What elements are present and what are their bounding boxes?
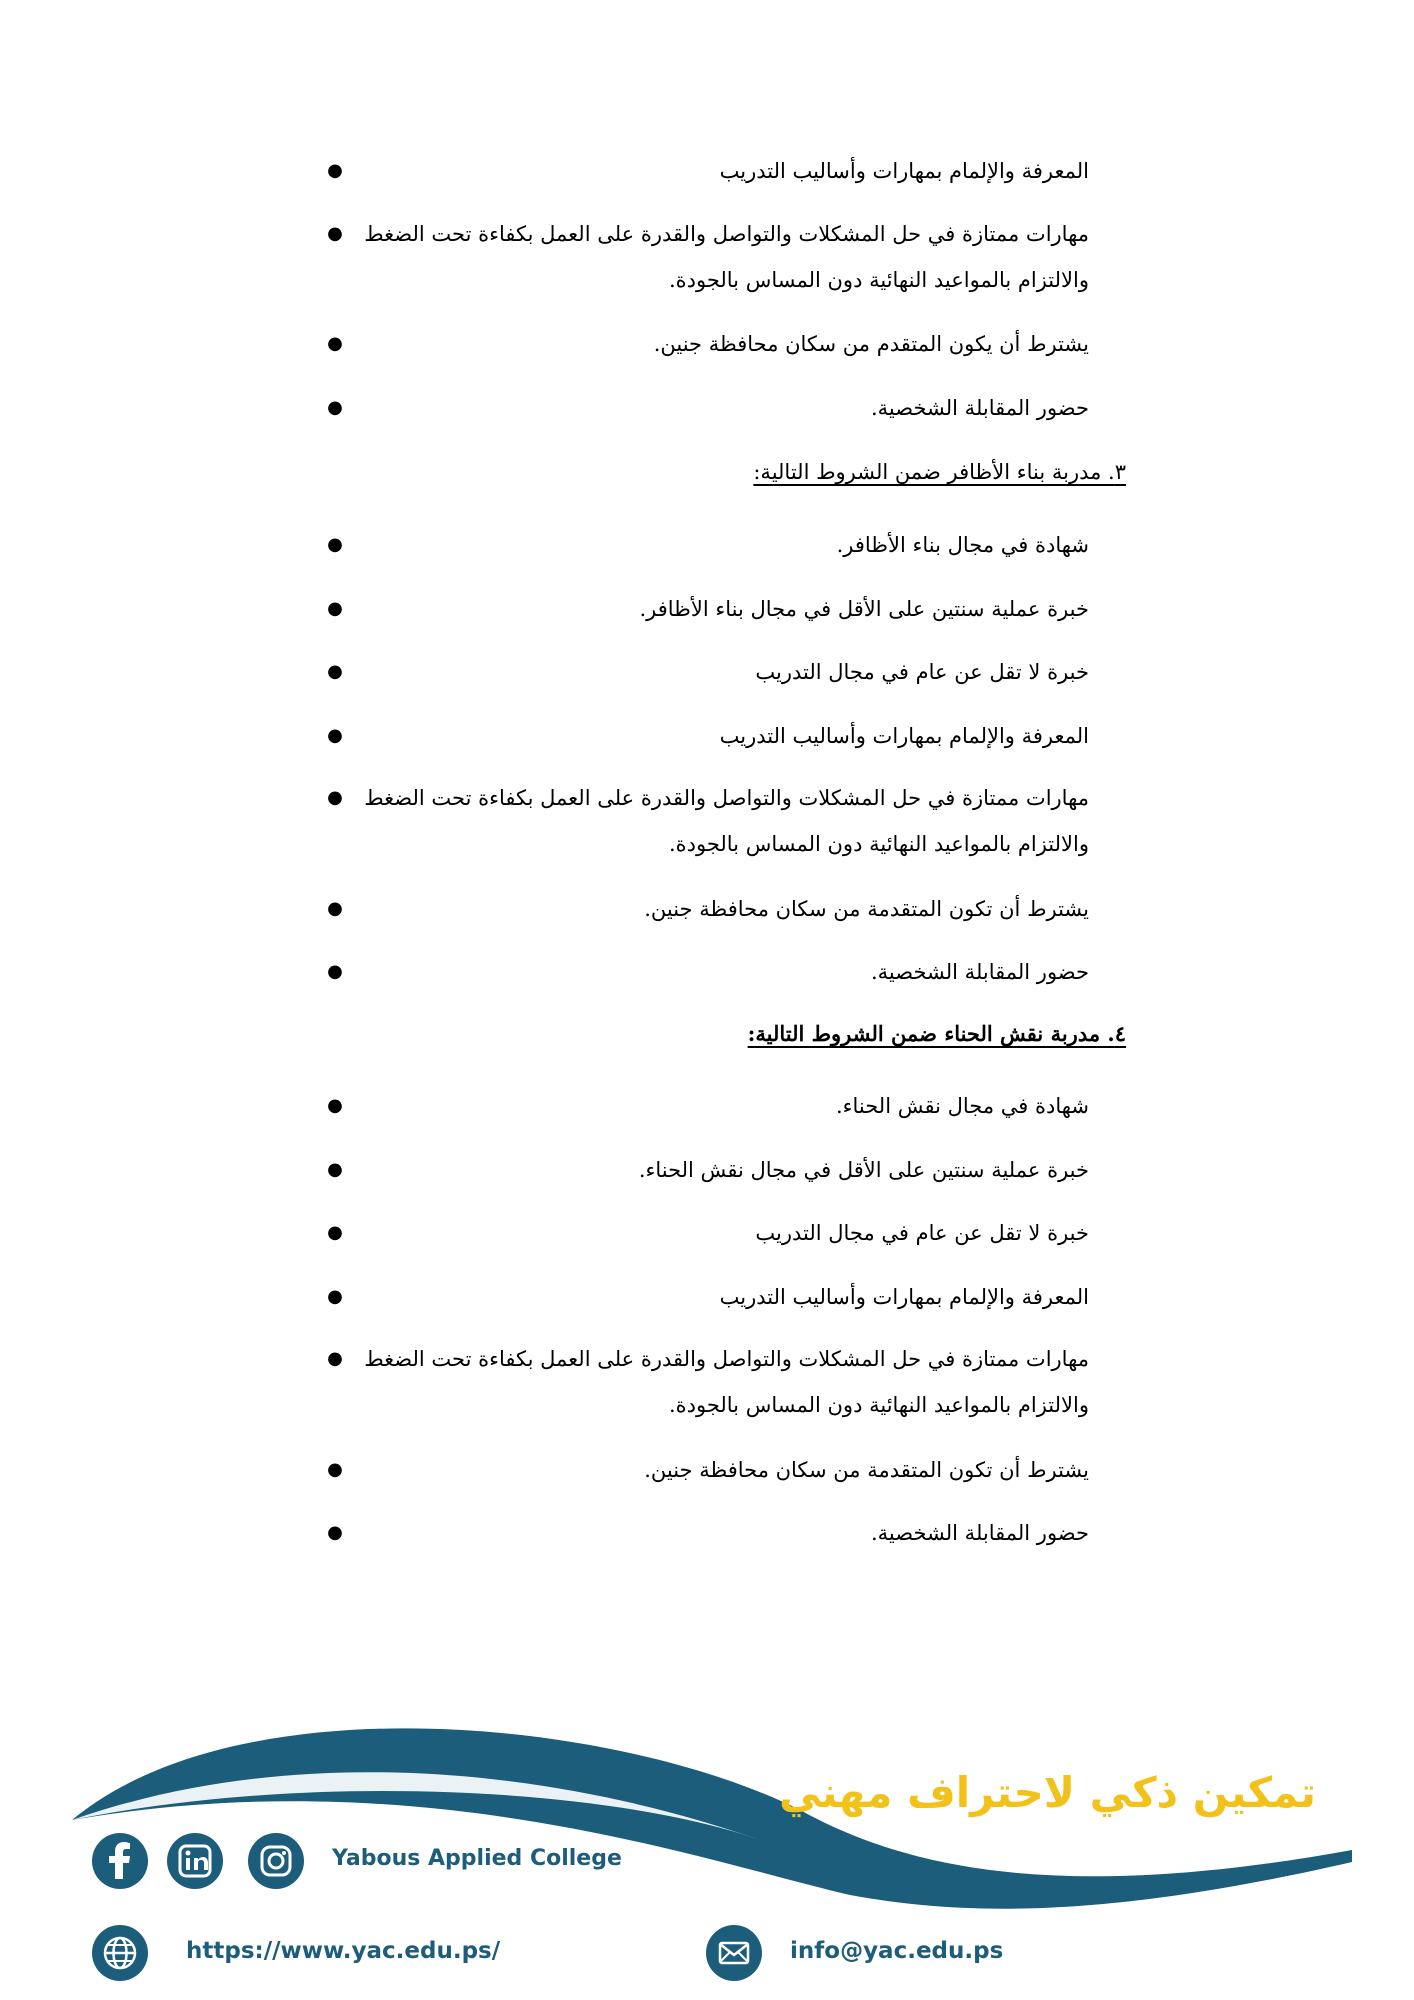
bullet: ●: [327, 725, 343, 746]
linkedin-icon[interactable]: [166, 1832, 224, 1890]
bullet: ●: [327, 333, 343, 354]
bullet: ●: [327, 1348, 343, 1369]
bullet: ●: [327, 1522, 343, 1543]
bullet: ●: [327, 1286, 343, 1307]
bullet: ●: [327, 1159, 343, 1180]
list-item: مهارات ممتازة في حل المشكلات والتواصل والقدرة على العمل بكفاءة تحت الضغط والالتزام بالمواعيد النهائية دون المساس بالجودة.: [364, 1347, 1089, 1417]
list-item: حضور المقابلة الشخصية.: [871, 396, 1089, 420]
website-link[interactable]: https://www.yac.edu.ps/: [186, 1938, 501, 1964]
bullet: ●: [327, 1459, 343, 1480]
facebook-icon[interactable]: [91, 1832, 149, 1890]
email-link[interactable]: info@yac.edu.ps: [790, 1938, 1004, 1964]
list-item: شهادة في مجال بناء الأظافر.: [836, 533, 1089, 557]
bullet: ●: [327, 598, 343, 619]
list-item: حضور المقابلة الشخصية.: [871, 1521, 1089, 1545]
college-name: Yabous Applied College: [332, 1846, 622, 1871]
bullet: ●: [327, 661, 343, 682]
instagram-icon[interactable]: [247, 1832, 305, 1890]
bullet: ●: [327, 787, 343, 808]
bullet: ●: [327, 534, 343, 555]
bullet: ●: [327, 397, 343, 418]
list-item: خبرة عملية سنتين على الأقل في مجال نقش الحناء.: [638, 1158, 1089, 1182]
bullet: ●: [327, 1095, 343, 1116]
footer-slogan: تمكين ذكي لاحتراف مهني: [779, 1768, 1316, 1817]
page-footer: [0, 1700, 1414, 2000]
section-heading-henna: ٤. مدربة نقش الحناء ضمن الشروط التالية:: [747, 1021, 1126, 1046]
list-item: يشترط أن يكون المتقدم من سكان محافظة جنين.: [653, 332, 1089, 356]
bullet: ●: [327, 160, 343, 181]
mail-icon[interactable]: [705, 1924, 763, 1982]
list-item: خبرة لا تقل عن عام في مجال التدريب: [755, 660, 1089, 684]
list-item: المعرفة والإلمام بمهارات وأساليب التدريب: [719, 724, 1089, 748]
list-item: خبرة لا تقل عن عام في مجال التدريب: [755, 1221, 1089, 1245]
bullet: ●: [327, 1222, 343, 1243]
bullet: ●: [327, 961, 343, 982]
bullet: ●: [327, 223, 343, 244]
list-item: يشترط أن تكون المتقدمة من سكان محافظة جنين.: [644, 897, 1089, 921]
list-item: المعرفة والإلمام بمهارات وأساليب التدريب: [719, 159, 1089, 183]
list-item: مهارات ممتازة في حل المشكلات والتواصل والقدرة على العمل بكفاءة تحت الضغط والالتزام بالمواعيد النهائية دون المساس بالجودة.: [364, 786, 1089, 856]
list-item: شهادة في مجال نقش الحناء.: [835, 1094, 1089, 1118]
globe-icon[interactable]: [91, 1924, 149, 1982]
bullet: ●: [327, 898, 343, 919]
section-heading-nails: ٣. مدربة بناء الأظافر ضمن الشروط التالية:: [753, 460, 1126, 484]
list-item: مهارات ممتازة في حل المشكلات والتواصل والقدرة على العمل بكفاءة تحت الضغط والالتزام بالمواعيد النهائية دون المساس بالجودة.: [364, 222, 1089, 292]
list-item: حضور المقابلة الشخصية.: [871, 960, 1089, 984]
list-item: خبرة عملية سنتين على الأقل في مجال بناء الأظافر.: [639, 597, 1089, 621]
list-item: المعرفة والإلمام بمهارات وأساليب التدريب: [719, 1285, 1089, 1309]
list-item: يشترط أن تكون المتقدمة من سكان محافظة جنين.: [644, 1458, 1089, 1482]
